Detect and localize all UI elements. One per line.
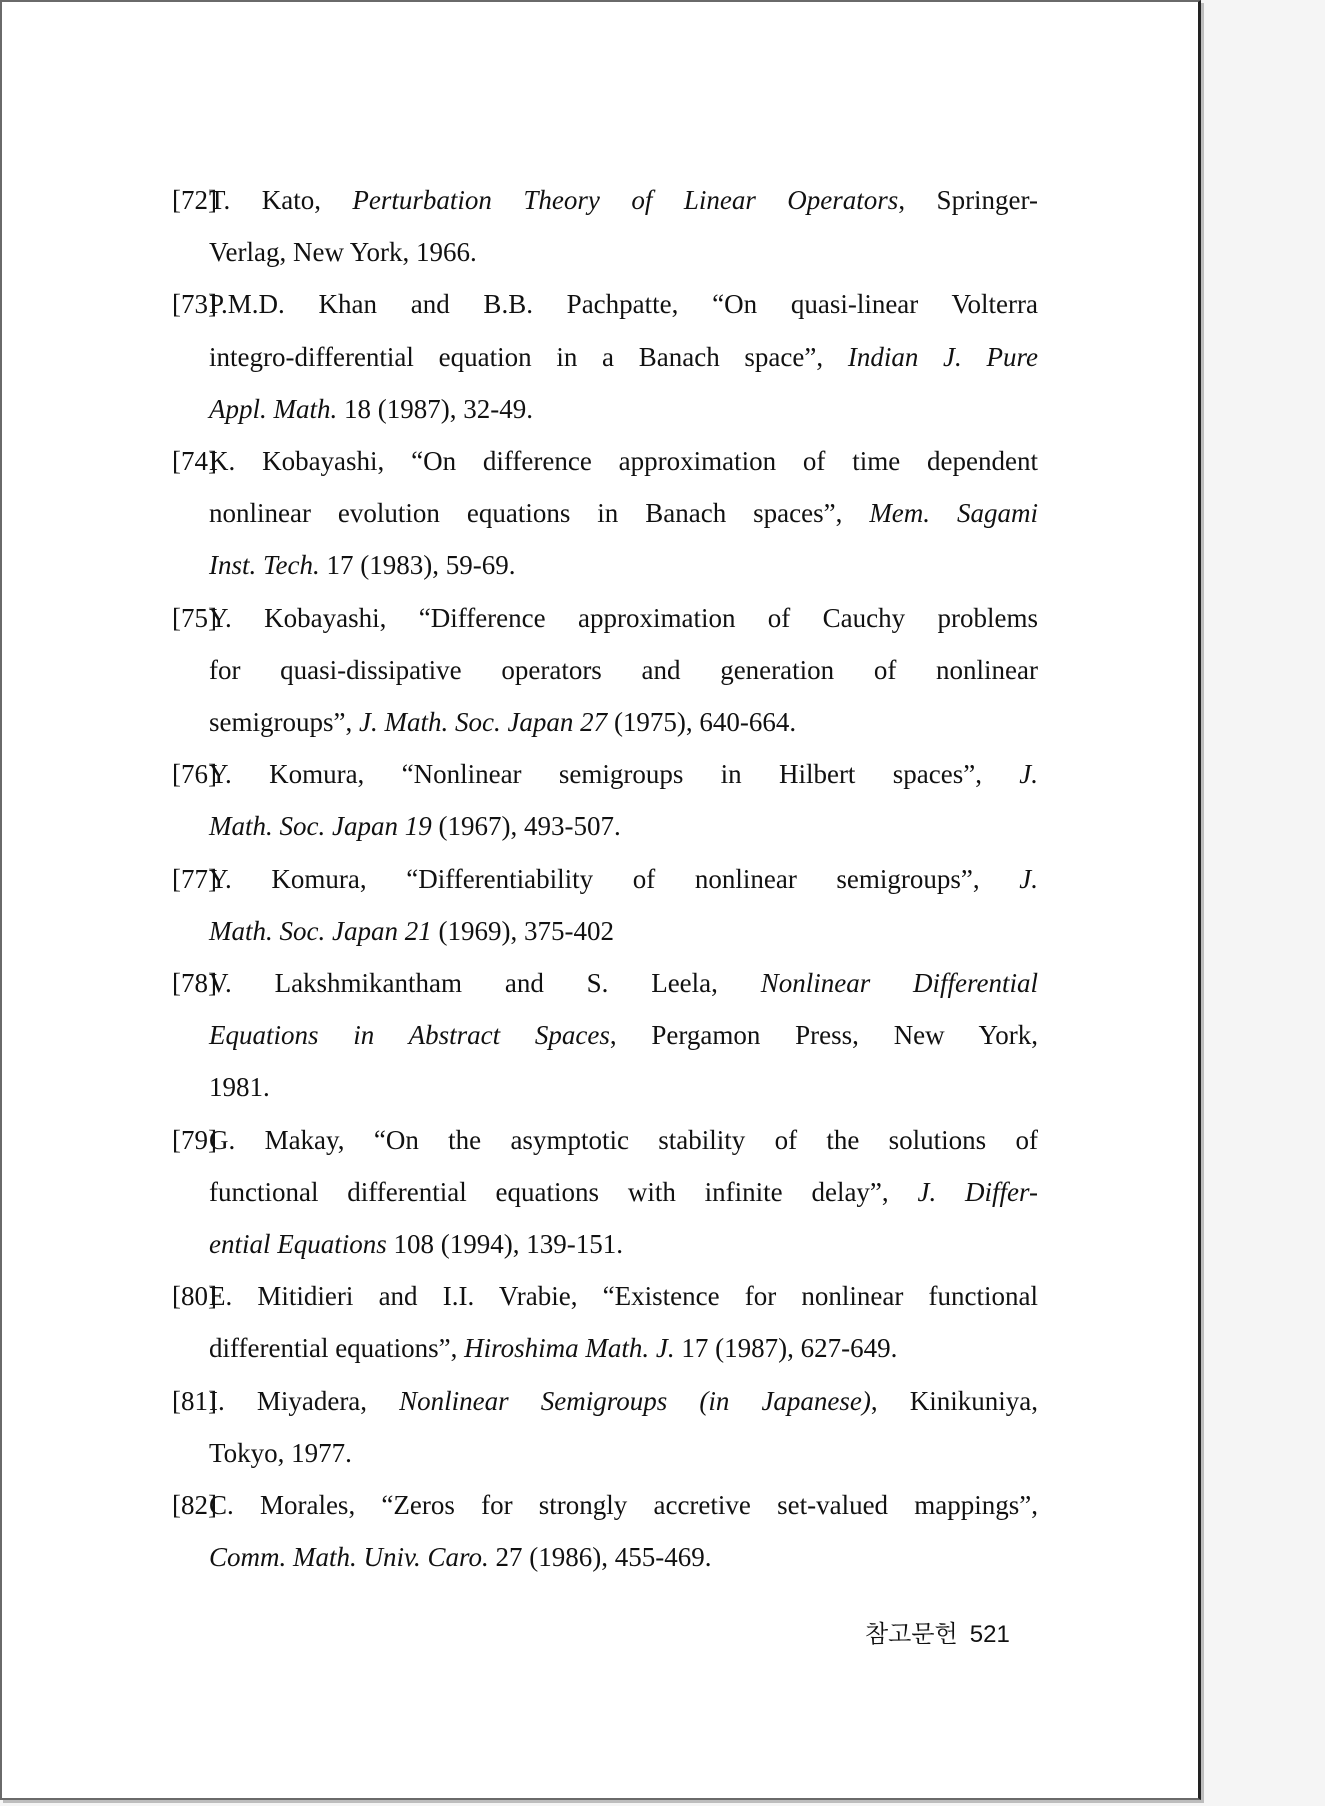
italic-title: Indian J. Pure: [847, 341, 1038, 372]
reference-line: [209, 696, 1038, 748]
reference-text: I. Miyadera,: [209, 1385, 400, 1416]
reference-text: Y. Komura, “Nonlinear semigroups in Hilbert spaces”,: [209, 759, 1020, 790]
reference-text: Y. Kobayashi, “Difference approximation of Cauchy problems: [209, 602, 1038, 633]
reference-line: [209, 226, 1038, 278]
reference-entry: [172, 1479, 1038, 1583]
reference-line: [209, 957, 1038, 1009]
reference-number: [79]: [172, 1124, 217, 1155]
reference-text: V. Lakshmikantham and S. Leela,: [209, 968, 761, 999]
reference-text: , Springer-: [898, 185, 1038, 215]
reference-text: T. Kato,: [209, 185, 353, 215]
italic-title: Hiroshima Math. J.: [464, 1333, 675, 1364]
reference-number: [73]: [172, 289, 217, 320]
italic-title: Inst. Tech.: [209, 550, 320, 581]
reference-number: [77]: [172, 863, 217, 894]
reference-entry: [172, 278, 1038, 435]
reference-text: 17 (1983), 59-69.: [319, 550, 516, 581]
reference-text: differential equations”,: [209, 1333, 465, 1364]
reference-line: [209, 487, 1038, 539]
reference-text: (1975), 640-664.: [607, 707, 797, 738]
reference-line: [209, 331, 1038, 383]
reference-text: (1967), 493-507.: [431, 811, 621, 842]
reference-line: [209, 539, 1038, 591]
reference-line: [209, 853, 1038, 905]
reference-text: C. Morales, “Zeros for strongly accretive set-valued mappings”,: [209, 1490, 1038, 1521]
reference-entry: [172, 957, 1038, 1114]
reference-text: 17 (1987), 627-649.: [674, 1333, 898, 1364]
reference-entry: [172, 592, 1038, 749]
reference-entry: [172, 174, 1038, 278]
reference-number: [74]: [172, 446, 217, 477]
reference-text: nonlinear evolution equations in Banach spaces”,: [209, 498, 870, 529]
reference-text: 1981.: [209, 1072, 270, 1103]
reference-line: [209, 174, 1038, 226]
reference-text: Y. Komura, “Differentiability of nonlinear semigroups”,: [209, 863, 1020, 894]
reference-line: [209, 1270, 1038, 1322]
reference-text: functional differential equations with infinite delay”,: [209, 1176, 918, 1207]
reference-entry: [172, 1375, 1038, 1479]
italic-title: J. Math. Soc. Japan 27: [358, 707, 608, 738]
italic-title: Math. Soc. Japan 19: [209, 811, 432, 842]
reference-entry: [172, 1270, 1038, 1374]
reference-text: K. Kobayashi, “On difference approximation of time dependent: [209, 446, 1038, 477]
reference-text: Verlag, New York, 1966.: [209, 237, 477, 268]
italic-title: ential Equations: [209, 1229, 387, 1260]
reference-text: , Pergamon Press, New York,: [609, 1020, 1038, 1051]
reference-text: , Kinikuniya,: [870, 1385, 1038, 1416]
italic-title: Perturbation Theory of Linear Operators: [352, 185, 899, 215]
reference-text: 108 (1994), 139-151.: [386, 1229, 623, 1260]
reference-entry: [172, 853, 1038, 957]
reference-line: [209, 905, 1038, 957]
reference-line: [209, 278, 1038, 330]
reference-line: [209, 1375, 1038, 1427]
italic-title: Appl. Math.: [209, 393, 338, 424]
reference-line: [209, 1218, 1038, 1270]
reference-text: G. Makay, “On the asymptotic stability of the solutions of: [209, 1124, 1038, 1155]
reference-text: integro-differential equation in a Banach space”,: [209, 341, 848, 372]
reference-entry: [172, 1114, 1038, 1271]
footer-section-title: 참고문헌: [865, 1620, 958, 1648]
page-number: 521: [969, 1621, 1010, 1648]
reference-number: [82]: [172, 1490, 217, 1521]
reference-text: E. Mitidieri and I.I. Vrabie, “Existence for nonlinear functional: [209, 1281, 1038, 1312]
reference-entry: [172, 435, 1038, 592]
reference-line: [209, 1166, 1038, 1218]
reference-line: [209, 1061, 1038, 1113]
page-footer: [865, 1614, 1010, 1649]
reference-number: [81]: [172, 1385, 217, 1416]
reference-number: [80]: [172, 1281, 217, 1312]
reference-number: [75]: [172, 602, 217, 633]
italic-title: J.: [1019, 759, 1038, 790]
reference-text: Tokyo, 1977.: [209, 1437, 352, 1468]
italic-title: J. Differ-: [917, 1176, 1038, 1207]
reference-number: [76]: [172, 759, 217, 790]
italic-title: Comm. Math. Univ. Caro.: [209, 1542, 489, 1573]
italic-title: J.: [1019, 863, 1038, 894]
reference-line: [209, 800, 1038, 852]
reference-list: [172, 174, 1038, 1583]
reference-text: P.M.D. Khan and B.B. Pachpatte, “On quasi-linear Volterra: [209, 289, 1038, 320]
reference-line: [209, 435, 1038, 487]
reference-number: [72]: [172, 185, 217, 215]
italic-title: Nonlinear Semigroups (in Japanese): [399, 1385, 871, 1416]
italic-title: Nonlinear Differential: [760, 968, 1039, 999]
reference-line: [209, 1479, 1038, 1531]
reference-text: semigroups”,: [209, 707, 359, 738]
reference-number: [78]: [172, 968, 217, 999]
reference-line: [209, 1322, 1038, 1374]
reference-line: [209, 1427, 1038, 1479]
reference-line: [209, 383, 1038, 435]
italic-title: Mem. Sagami: [869, 498, 1038, 529]
reference-text: for quasi-dissipative operators and generation of nonlinear: [209, 654, 1038, 685]
reference-text: 18 (1987), 32-49.: [337, 393, 533, 424]
italic-title: Math. Soc. Japan 21: [209, 915, 432, 946]
reference-text: 27 (1986), 455-469.: [488, 1542, 712, 1573]
reference-line: [209, 1114, 1038, 1166]
reference-line: [209, 1531, 1038, 1583]
reference-line: [209, 1009, 1038, 1061]
reference-entry: [172, 748, 1038, 852]
reference-line: [209, 592, 1038, 644]
reference-line: [209, 644, 1038, 696]
italic-title: Equations in Abstract Spaces: [209, 1020, 610, 1051]
reference-text: (1969), 375-402: [431, 915, 614, 946]
reference-line: [209, 748, 1038, 800]
